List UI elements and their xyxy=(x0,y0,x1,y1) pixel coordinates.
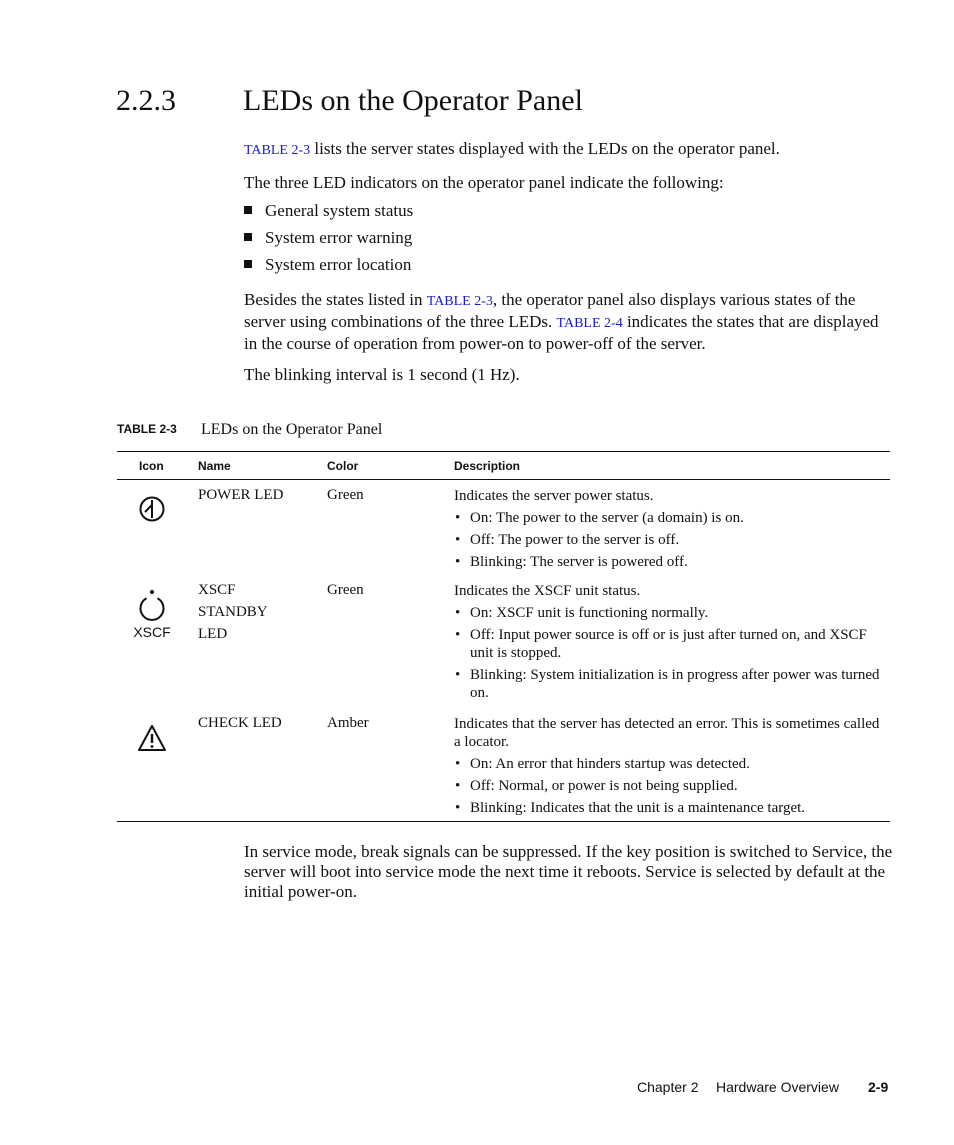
description-item: • Blinking: System initialization is in progress after power was turned on. xyxy=(454,666,884,702)
section-title: LEDs on the Operator Panel xyxy=(243,84,583,117)
description-item: • Off: Normal, or power is not being supplied. xyxy=(454,777,884,795)
table-caption-text: LEDs on the Operator Panel xyxy=(201,421,383,438)
standby-icon-label: XSCF xyxy=(133,624,171,640)
power-icon xyxy=(133,495,171,523)
row-name-line: LED xyxy=(198,626,228,642)
row-description xyxy=(454,715,884,821)
list-item-text: System error location xyxy=(265,255,412,274)
bullet-square-icon xyxy=(244,206,252,214)
description-item: • Off: Input power source is off or is just after turned on, and XSCF unit is stopped. xyxy=(454,626,884,662)
table-2-3-link[interactable]: TABLE 2-3 xyxy=(426,294,493,309)
bullet-square-icon xyxy=(244,233,252,241)
list-item-text: System error warning xyxy=(265,228,413,247)
description-item: • On: The power to the server (a domain) is on. xyxy=(454,509,884,527)
list-item xyxy=(244,228,412,248)
table-top-rule xyxy=(117,451,890,452)
description-item: • On: An error that hinders startup was detected. xyxy=(454,755,884,773)
row-name-line: STANDBY xyxy=(198,604,268,620)
warning-triangle-icon xyxy=(133,724,171,752)
row-name: POWER LED xyxy=(198,487,284,503)
footer-page-number: 2-9 xyxy=(868,1079,889,1095)
row-name xyxy=(198,579,268,645)
table-2-4-link[interactable]: TABLE 2-4 xyxy=(556,316,623,331)
column-header-description: Description xyxy=(454,459,521,473)
list-item xyxy=(244,201,413,221)
column-header-color: Color xyxy=(327,459,359,473)
intro-paragraph-1-text: lists the server states displayed with the LEDs on the operator panel. xyxy=(310,139,780,158)
description-intro: Indicates the server power status. xyxy=(454,488,654,504)
description-item: • Blinking: Indicates that the unit is a maintenance target. xyxy=(454,799,884,817)
intro-paragraph-1 xyxy=(244,139,894,161)
row-color: Green xyxy=(327,582,364,598)
table-label: TABLE 2-3 xyxy=(117,422,177,436)
p3-text-1: Besides the states listed in xyxy=(244,290,427,309)
intro-paragraph-3 xyxy=(244,290,894,354)
description-intro: Indicates that the server has detected an error. This is sometimes called a locator. xyxy=(454,716,880,750)
row-color: Green xyxy=(327,487,364,503)
list-item-text: General system status xyxy=(265,201,414,220)
footer-chapter: Chapter 2 xyxy=(637,1079,699,1095)
row-description xyxy=(454,487,884,575)
description-item: • Off: The power to the server is off. xyxy=(454,531,884,549)
table-header-rule xyxy=(117,479,890,480)
column-header-icon: Icon xyxy=(139,459,164,473)
p3-text-3: indicates the states that are displayed in the course of operation from power-on to power-off of the server. xyxy=(244,312,879,353)
row-name-line: XSCF xyxy=(198,582,236,598)
footer-section-title: Hardware Overview xyxy=(716,1079,839,1095)
description-item: • On: XSCF unit is functioning normally. xyxy=(454,604,884,622)
row-color: Amber xyxy=(327,715,369,731)
closing-paragraph: In service mode, break signals can be suppressed. If the key position is switched to Service, the server will boot into service mode the next time it reboots. Service is selected by default at the initial power-on. xyxy=(244,842,893,901)
section-number: 2.2.3 xyxy=(116,84,176,117)
table-caption xyxy=(117,421,382,439)
bullet-square-icon xyxy=(244,260,252,268)
intro-paragraph-4: The blinking interval is 1 second (1 Hz). xyxy=(244,365,520,384)
list-item xyxy=(244,255,411,275)
description-intro: Indicates the XSCF unit status. xyxy=(454,583,641,599)
p3-text-2: , the operator panel also displays various states of the server using combinations of the three LEDs. xyxy=(244,290,856,331)
table-bottom-rule xyxy=(117,821,890,822)
row-name: CHECK LED xyxy=(198,715,282,731)
row-description xyxy=(454,582,884,706)
table-2-3-link[interactable]: TABLE 2-3 xyxy=(244,143,311,158)
intro-paragraph-2: The three LED indicators on the operator panel indicate the following: xyxy=(244,173,724,192)
column-header-name: Name xyxy=(198,459,231,473)
standby-icon xyxy=(133,588,171,640)
description-item: • Blinking: The server is powered off. xyxy=(454,553,884,571)
